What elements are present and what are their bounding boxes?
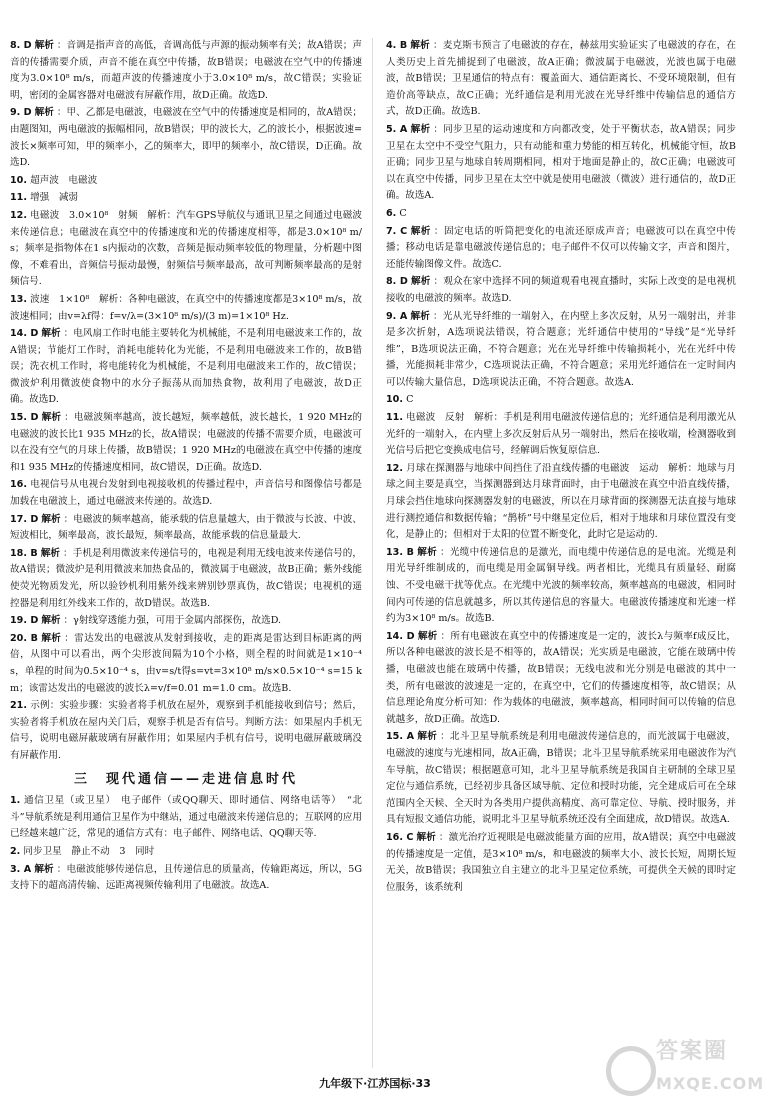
analysis-label: 解析 [41, 328, 61, 340]
watermark-logo [600, 1039, 764, 1106]
answer-number: 16. [10, 479, 27, 491]
answer-item [10, 38, 362, 104]
answer-text: C [399, 207, 407, 219]
answer-number: 10. [386, 394, 403, 406]
watermark-text: 答案圈 [656, 1039, 729, 1064]
answer-text: ：所有电磁波在真空中的传播速度是一定的，波长λ与频率f成反比，所以各种电磁波的波长是不相等的，故A错误；光实质是电磁波，它能在玻璃中传播，电磁波也能在玻璃中传播，故B错误；无线电波和光分别是电磁波的其中一类，所有电磁波的波速是一定的，在真空中，它们的传播速度相等，故C错误；从信息理论角度分析可知：作为载体的电磁波，频率越高，相同时间可以传输的信息就越多，故D正确。故选D. [386, 630, 736, 725]
answer-number: 10. [10, 174, 27, 186]
answer-number: 13. [10, 293, 27, 305]
answer-text: 电磁波 3.0×10⁸ 射频 解析：汽车GPS导航仪与通讯卫星之间通过电磁波来传递信息；电磁波在真空中的传播速度和光的传播速度相等，都是3.0×10⁸ m/s；频率是指物体在1 s内振动的次数，音频是振动频率较低的物理量，分析题中图像，不难看出，音频信号振动最慢，射频信号频率最高，故可判断频率最高的是射频信号. [10, 209, 362, 288]
analysis-label: 解析 [417, 630, 438, 642]
answer-list-right [386, 38, 736, 896]
answer-text: ：光缆中传递信息的是激光，而电缆中传递信息的是电流。光缆是利用光导纤维制成的，而电缆是用金属铜导线。两者相比，光缆具有质量轻、耐腐蚀、不受电磁干扰等优点。在光缆中光波的频率较高，频率越高的电磁波，相同时间内可传递的信息就越多，所以其传递信息的容量大。电磁波传播速度和光速一样约为3×10⁸ m/s。故选B. [386, 546, 737, 625]
answer-number: 6. [386, 207, 397, 219]
answer-text: 超声波 电磁波 [30, 174, 98, 186]
answer-text: ：观众在家中选择不同的频道观看电视直播时，实际上改变的是电视机接收的电磁波的频率。故选D. [386, 276, 737, 304]
answer-number: 11. [386, 412, 403, 424]
answer-item [386, 830, 736, 896]
column-divider [372, 38, 373, 1068]
answer-text: ：γ射线穿透能力强，可用于金属内部探伤，故选D. [63, 615, 282, 627]
answer-item [386, 224, 736, 274]
answer-number: 9. A [386, 310, 408, 322]
analysis-label: 解析 [34, 863, 54, 875]
answer-item [386, 38, 736, 121]
analysis-label: 解析 [41, 632, 62, 644]
answer-item [386, 206, 736, 223]
answer-item [386, 629, 736, 729]
answer-item [10, 631, 362, 697]
answer-list-left-2 [10, 793, 362, 895]
analysis-label: 解析 [410, 123, 431, 135]
analysis-label: 解析 [41, 412, 62, 424]
answer-text: ：音调是指声音的高低，音调高低与声源的振动频率有关；故A错误；声音的传播需要介质，声音不能在真空中传播，故B错误；电磁波在空气中的传播速度为3.0×10⁸ m/s，而超声波的传播速度小于3.0×10⁸ m/s，故C错误；实验证明，密闭的金属容器对电磁波有屏蔽作用，故D正确。故选D. [10, 40, 363, 101]
answer-number: 16. C [386, 831, 414, 843]
analysis-label: 解析 [34, 40, 54, 51]
answer-item [386, 392, 736, 409]
answer-item [10, 410, 362, 476]
answer-number: 11. [10, 192, 27, 204]
answer-item [10, 613, 362, 630]
answer-number: 5. A [386, 123, 408, 135]
answer-item [386, 461, 736, 544]
answer-text: ：同步卫星的运动速度和方向都改变，处于平衡状态，故A错误；同步卫星在太空中不受空气阻力，只有动能和重力势能的相互转化，机械能守恒，故B正确；同步卫星与地球自转周期相同，相对于地面是静止的，故C正确；电磁波可以在真空中传播，同步卫星在太空中就是使用电磁波（微波）进行通信的，故D正确。故选A. [386, 123, 736, 202]
answer-number: 7. C [386, 225, 408, 237]
answer-text: ：麦克斯韦预言了电磁波的存在，赫兹用实验证实了电磁波的存在，在人类历史上首先捕捉到了电磁波，故A正确；微波属于电磁波，光波也属于电磁波，故B错误；卫星通信的特点有：覆盖面大、通信距离长、不受环境限制，但有造价高等缺点，故C正确；光纤通信是利用光波在光导纤维中传输信息的通信方式，故D正确。故选B. [386, 40, 737, 118]
answer-text: 波速 1×10⁸ 解析：各种电磁波，在真空中的传播速度都是3×10⁸ m/s，故波速相同；由v=λf得：f=v/λ=(3×10⁸ m/s)/(3 m)=1×10⁸ Hz. [10, 293, 362, 322]
answer-item [10, 698, 362, 764]
analysis-label: 解析 [410, 276, 431, 288]
answer-item [386, 274, 736, 307]
answer-number: 12. [10, 209, 27, 221]
answer-item [386, 309, 736, 392]
answer-item [10, 477, 362, 510]
answer-item [386, 410, 736, 460]
answer-text: 月球在探测器与地球中间挡住了沿直线传播的电磁波 运动 解析：地球与月球之间主要是真空，当探测器到达月球背面时，由于电磁波在真空中沿直线传播，月球会挡住地球向探测器发射的电磁波，所以在月球背面的探测器无法直接与地球进行测控通信和数据传输；“鹊桥”号中继星定位后，相对于地球和月球位置没有变化，是静止的；但相对于太阳的位置不断变化，此时它是运动的. [386, 462, 736, 541]
answer-number: 4. B [386, 40, 408, 51]
answer-text: ：雷达发出的电磁波从发射到接收，走的距离是雷达到目标距离的两倍，从图中可以看出，两个尖形波间隔为10个小格，则全程的时间就是1×10⁻⁴ s，单程的时间为0.5×10⁻⁴ s，由v=s/t得s=vt=3×10⁸ m/s×0.5×10⁻⁴ s=15 km；该雷达发出的电磁波的波长λ=v/f=0.01 m=1.0 cm。故选B. [10, 632, 362, 694]
answer-item [10, 292, 362, 325]
answer-number: 20. B [10, 632, 38, 644]
analysis-label: 解析 [416, 831, 436, 843]
answer-number: 14. D [386, 630, 415, 642]
answer-number: 18. B [10, 547, 38, 559]
answer-text: 电磁波 反射 解析：手机是利用电磁波传递信息的；光纤通信是利用激光从光纤的一端射入，在内壁上多次反射后从另一端射出，然后在接收端，检测器收到光信号后把它变换成电信号，经解调后恢复原信息. [386, 412, 736, 457]
answer-text: 通信卫星（或卫星） 电子邮件（或QQ聊天、即时通信、网络电话等） “北斗”导航系统是利用通信卫星作为中继站，通过电磁波来传递信息的；互联网的应用已经越来越广泛，常见的通信方式有：电子邮件、网络电话、QQ聊天等. [10, 795, 362, 840]
right-column [386, 38, 736, 897]
answer-text: ：电风扇工作时电能主要转化为机械能，不是利用电磁波来工作的，故A错误；节能灯工作时，消耗电能转化为光能，不是利用电磁波来工作的，故B错误；洗衣机工作时，将电能转化为机械能，不是利用电磁波来工作的，故C错误；微波炉利用微波使食物中的水分子振荡从而加热食物，故利用了电磁波，故D正确。故选D. [10, 328, 363, 406]
answer-text: 增强 减弱 [30, 192, 79, 204]
answer-item [10, 793, 362, 843]
answer-item [10, 546, 362, 612]
answer-text: ：固定电话的听筒把变化的电流还原成声音；电磁波可以在真空中传播；移动电话是靠电磁波传递信息的；电子邮件不仅可以传输文字，声音和图片，还能传输图像文件。故选C. [386, 225, 737, 270]
analysis-label: 解析 [410, 225, 431, 237]
answer-item [10, 208, 362, 291]
answer-item [10, 862, 362, 895]
answer-text: C [406, 394, 414, 406]
analysis-label: 解析 [417, 731, 438, 743]
answer-text: ：电磁波频率越高，波长越短，频率越低，波长越长，1 920 MHz的电磁波的波长比1 935 MHz的长，故A错误；电磁波的传播不需要介质，电磁波可以在没有空气的月球上传播，故B错误；1 920 MHz的电磁波在真空中传播的速度和1 935 MHz的传播速度相同，故C错误，D正确。故选D. [10, 412, 363, 473]
answer-text: ：甲、乙都是电磁波，电磁波在空气中的传播速度是相同的，故A错误；由题图知，两电磁波的振幅相同，故B错误；甲的波长大，乙的波长小，根据波速=波长×频率可知，甲的频率小，乙的频率大，即甲的频率小，故C错误，D正确。故选D. [10, 107, 363, 169]
answer-text: ：手机是利用微波来传递信号的，电视是利用无线电波来传递信号的，故A错误；微波炉是利用微波来加热食品的，微波属于电磁波，故B正确；紫外线能使荧光物质发光，所以验钞机利用紫外线来辨别钞票真伪，故C错误；电视机的遥控器是利用红外线来工作的，故D错误。故选B. [10, 547, 362, 609]
section-title: 三 现代通信——走进信息时代 [73, 771, 298, 787]
answer-number: 12. [386, 462, 403, 474]
answer-number: 15. A [386, 731, 415, 743]
answer-text: 同步卫星 静止不动 3 同时 [23, 845, 155, 857]
answer-text: ：电磁波能够传递信息，且传递信息的质量高，传输距离远，所以，5G支持下的超高清传输、远距离视频传输利用了电磁波。故选A. [10, 863, 363, 892]
answer-item [10, 190, 362, 207]
page-footer: 九年级下·江苏国标·33 [319, 1077, 431, 1090]
answer-number: 19. D [10, 615, 39, 627]
answer-text: ：电磁波的频率越高，能承载的信息量越大，由于微波与长波、中波、短波相比，频率最高，波长最短，频率最高，故能承载的信息量最大. [10, 513, 363, 542]
answer-number: 9. D [10, 107, 32, 119]
answer-number: 2. [10, 845, 21, 857]
analysis-label: 解析 [410, 310, 431, 322]
answer-text: ：北斗卫星导航系统是利用电磁波传递信息的，而光波属于电磁波，电磁波的速度与光速相同，故A正确，B错误；北斗卫星导航系统采用电磁波作为汽车导航，故C错误；根据题意可知，北斗卫星导航系统是我国自主研制的全球卫星定位与通信系统，已经初步具备区域导航、定位和授时功能，完全建成后可在全球范围内全天候、全天时为各类用户提供高精度、高可靠定位、导航、授时服务，并具有短报文通信功能，说明北斗卫星导航系统还没有全面建成，故D错误。故选A. [386, 731, 737, 826]
answer-text: ：光从光导纤维的一端射入，在内壁上多次反射，从另一端射出，并非是多次折射，A选项说法错误，符合题意；光纤通信中使用的“导线”是“光导纤维”，B选项说法正确，不符合题意；光在光导纤维中传输损耗小，光在光纤中传播，光能损耗非常少，C选项说法正确，不符合题意；采用光纤通信在一定时间内可以传输大量信息，D选项说法正确，不符合题意。故选A. [386, 310, 737, 388]
answer-number: 13. B [386, 546, 414, 558]
answer-number: 1. [10, 795, 21, 807]
analysis-label: 解析 [41, 513, 61, 525]
answer-text: 电视信号从电视台发射到电视接收机的传播过程中，声音信号和图像信号都是加载在电磁波上，通过电磁波来传递的。故选D. [10, 479, 362, 508]
answer-number: 15. D [10, 412, 39, 424]
analysis-label: 解析 [40, 547, 61, 559]
answer-item [386, 729, 736, 829]
answer-number: 14. D [10, 328, 39, 340]
answer-list-left [10, 38, 362, 765]
answer-item [10, 326, 362, 409]
analysis-label: 解析 [416, 546, 437, 558]
answer-number: 17. D [10, 513, 39, 525]
watermark-ring-icon [606, 1046, 656, 1096]
analysis-label: 解析 [41, 615, 61, 627]
answer-item [10, 173, 362, 190]
answer-item [10, 844, 362, 861]
answer-text: 示例：实验步骤：实验者将手机放在屋外，观察到手机能接收到信号；然后，实验者将手机放在屋内关门后，观察手机是否有信号。判断方法：如果屋内手机无信号，说明电磁屏蔽玻璃有屏蔽作用；如果屋内手机有信号，说明电磁屏蔽玻璃没有屏蔽作用. [10, 700, 362, 761]
analysis-label: 解析 [34, 107, 54, 119]
answer-item [386, 122, 736, 205]
answer-item [10, 512, 362, 545]
answer-item [10, 105, 362, 171]
answer-item [386, 545, 736, 628]
answer-text: ：激光治疗近视眼是电磁波能量方面的应用，故A错误；真空中电磁波的传播速度是一定值，是3×10⁸ m/s，和电磁波的频率大小、波长长短，周期长短无关，故B错误；我国独立自主建立的北斗卫星定位系统，可提供全天候的即时定位服务，该系统利 [386, 831, 737, 893]
left-column [10, 38, 362, 896]
watermark-url: MXQE.COM [656, 1074, 764, 1093]
answer-number: 21. [10, 700, 27, 712]
answer-number: 8. D [10, 40, 32, 51]
answer-number: 8. D [386, 276, 408, 288]
answer-number: 3. A [10, 863, 32, 875]
analysis-label: 解析 [410, 40, 430, 51]
